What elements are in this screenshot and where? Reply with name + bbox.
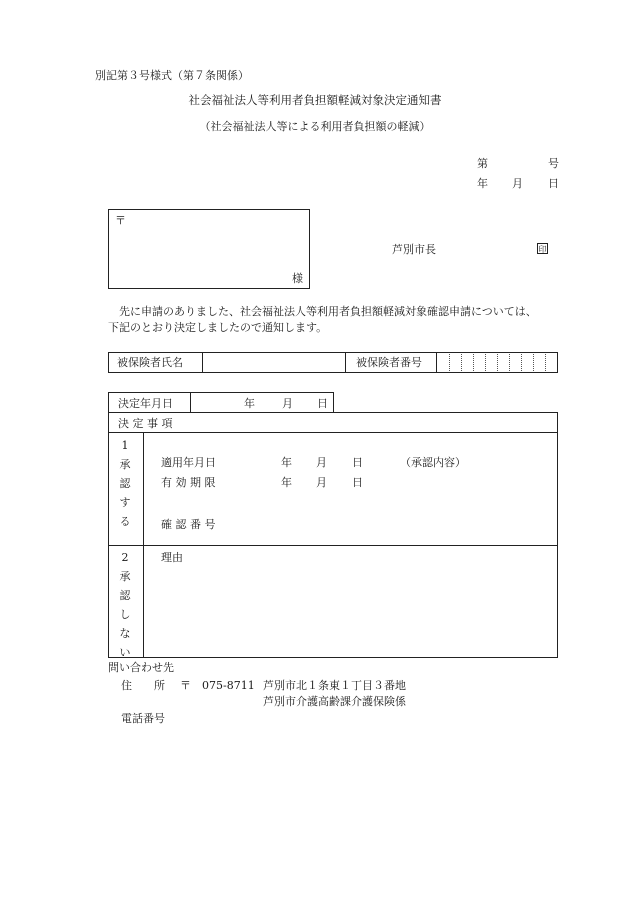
approve-section-label	[117, 436, 133, 531]
decision-date-label: 決定年月日	[118, 397, 173, 410]
contact-department: 芦別市介護高齢課介護保険係	[263, 695, 406, 708]
insured-name-label: 被保険者氏名	[117, 356, 183, 369]
apply-date-label: 適用年月日	[161, 456, 216, 469]
digit-divider	[485, 354, 486, 371]
insured-number-label: 被保険者番号	[356, 356, 422, 369]
decision-date-month[interactable]: 月	[282, 397, 293, 410]
official-seal	[537, 243, 548, 254]
recipient-honorific: 様	[292, 272, 303, 285]
document-subtitle: （社会福祉法人等による利用者負担額の軽減）	[199, 120, 431, 133]
validity-year[interactable]: 年	[281, 476, 292, 489]
reject-char: 認	[119, 589, 131, 602]
contact-postal-mark: 〒	[180, 679, 191, 692]
divider	[345, 352, 346, 373]
doc-number-dai: 第	[477, 157, 488, 170]
apply-date-day[interactable]: 日	[352, 456, 363, 469]
reason-label: 理由	[161, 551, 183, 564]
approval-content-label: （承認内容）	[400, 456, 466, 469]
date-month: 月	[512, 177, 523, 190]
approve-number: 1	[121, 439, 129, 452]
reject-number: 2	[121, 551, 129, 564]
issuer-name: 芦別市長	[392, 243, 436, 256]
digit-divider	[545, 354, 546, 371]
reject-char: 承	[119, 570, 131, 583]
form-reference: 別記第３号様式（第７条関係）	[95, 69, 249, 82]
doc-number-go: 号	[548, 157, 559, 170]
digit-divider	[449, 354, 450, 371]
approve-char: 認	[119, 477, 131, 490]
confirmation-number-label: 確 認 番 号	[161, 518, 216, 531]
postal-mark: 〒	[115, 214, 126, 227]
date-year: 年	[477, 177, 488, 190]
reject-section-label	[117, 548, 133, 662]
approve-char: す	[119, 496, 131, 509]
address-label: 住 所	[121, 679, 165, 692]
seal-char: 印	[538, 245, 547, 254]
phone-label: 電話番号	[121, 712, 165, 725]
contact-address: 芦別市北１条東１丁目３番地	[263, 679, 406, 692]
postal-code: 075-8711	[202, 679, 255, 692]
contact-heading: 問い合わせ先	[108, 661, 174, 674]
body-text-line1: 先に申請のありました、社会福祉法人等利用者負担額軽減対象確認申請については、	[119, 305, 537, 318]
digit-divider	[461, 354, 462, 371]
decision-matters-label: 決 定 事 項	[118, 417, 173, 430]
reject-char: し	[119, 608, 131, 621]
reject-char: い	[119, 646, 131, 659]
digit-divider	[521, 354, 522, 371]
recipient-address-box	[108, 209, 310, 289]
decision-date-day[interactable]: 日	[317, 397, 328, 410]
date-day: 日	[548, 177, 559, 190]
digit-divider	[497, 354, 498, 371]
decision-table	[108, 412, 558, 658]
row-divider	[108, 545, 558, 546]
apply-date-year[interactable]: 年	[281, 456, 292, 469]
reject-char: な	[119, 627, 131, 640]
validity-period-label: 有 効 期 限	[161, 476, 216, 489]
decision-date-year[interactable]: 年	[244, 397, 255, 410]
digit-divider	[533, 354, 534, 371]
digit-divider	[473, 354, 474, 371]
divider	[190, 393, 191, 413]
validity-month[interactable]: 月	[316, 476, 327, 489]
document-title: 社会福祉法人等利用者負担額軽減対象決定通知書	[188, 93, 442, 107]
apply-date-month[interactable]: 月	[316, 456, 327, 469]
approve-char: る	[119, 515, 131, 528]
validity-day[interactable]: 日	[352, 476, 363, 489]
approve-char: 承	[119, 458, 131, 471]
insured-name-field[interactable]	[203, 353, 345, 372]
digit-divider	[509, 354, 510, 371]
row-divider	[108, 432, 558, 433]
body-text-line2: 下記のとおり決定しましたので通知します。	[108, 321, 328, 334]
